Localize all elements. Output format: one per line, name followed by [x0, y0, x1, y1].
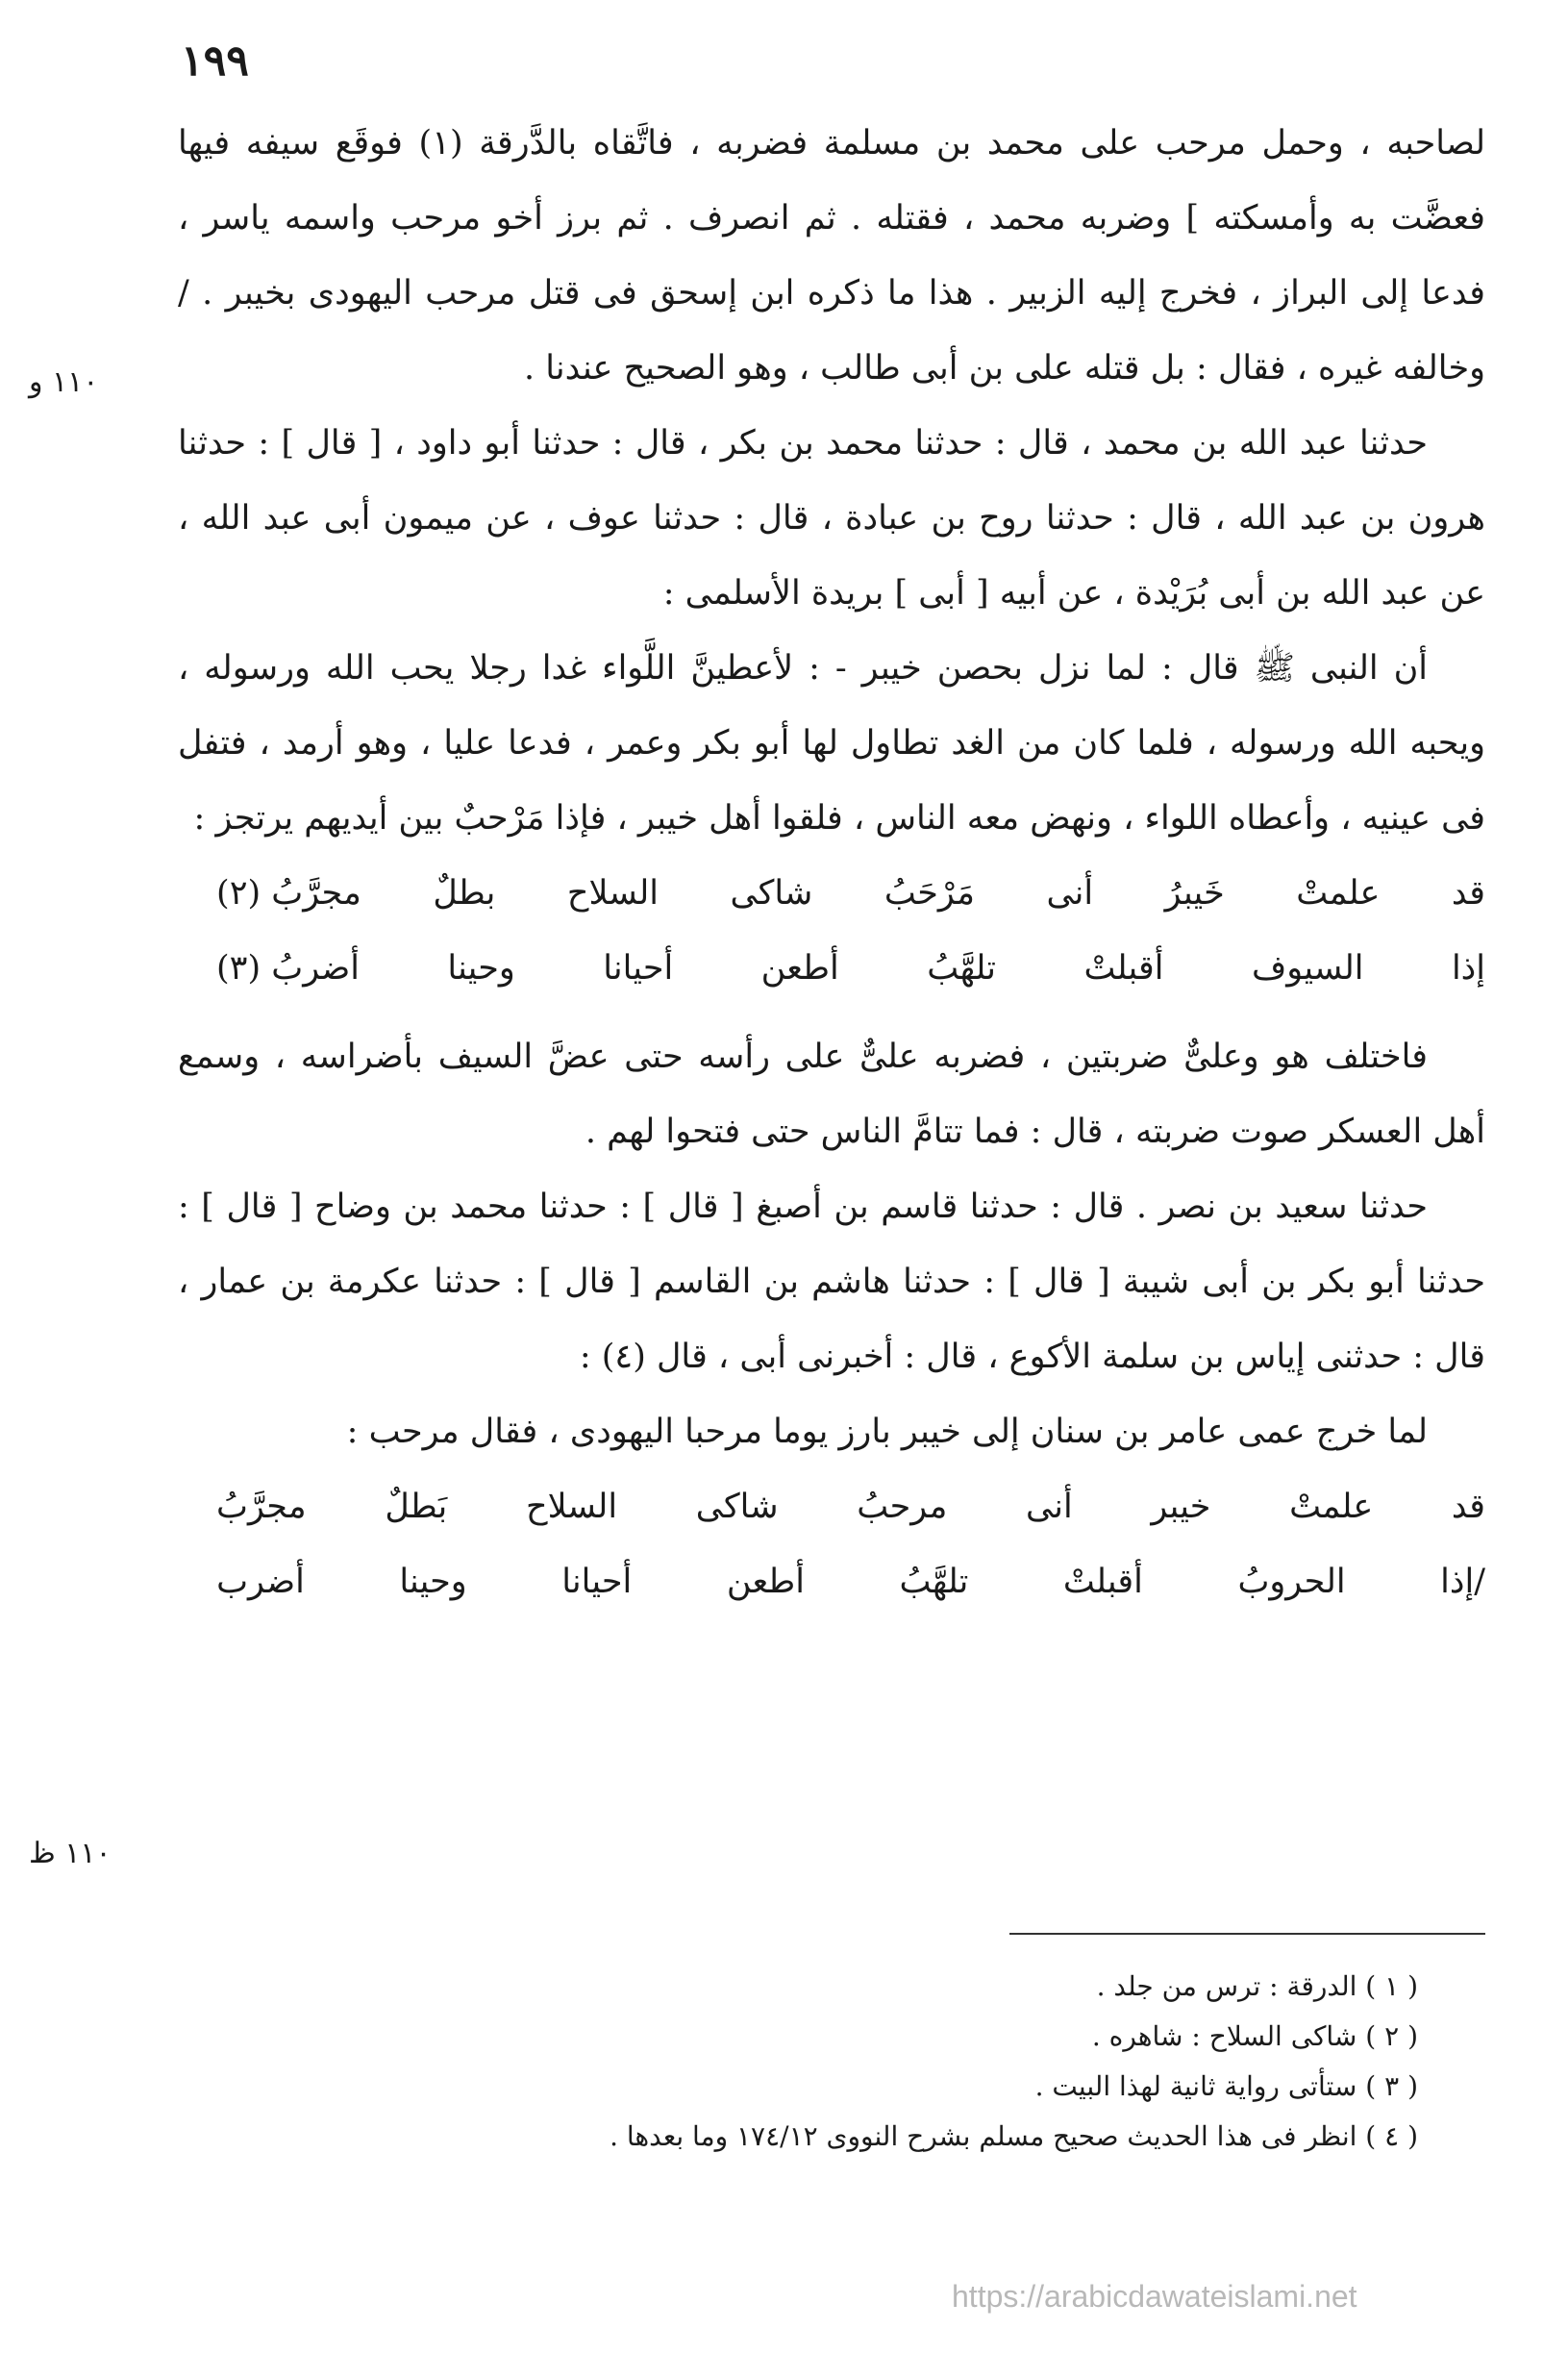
page-number: ١٩٩ [181, 37, 249, 86]
margin-folio-note: ١١٠ ظ [29, 1837, 112, 1870]
verse-word: خيبر [1151, 1488, 1211, 1526]
footnote: ( ٣ ) ستأتى رواية ثانية لهذا البيت . [1034, 2070, 1418, 2102]
verse-word: أطعن [726, 1563, 805, 1601]
verse-block [178, 856, 1485, 1006]
verse-word: السلاح [566, 874, 660, 913]
verse-word: تلهَّبُ [927, 949, 997, 988]
verse-word: بطلٌ [433, 874, 496, 913]
footnote: ( ٢ ) شاكى السلاح : شاهره . [1091, 2020, 1418, 2052]
verse-word: أقبلتْ [1062, 1563, 1143, 1601]
verse-word: أنى [1046, 874, 1094, 913]
verse-word: /إذا [1440, 1563, 1485, 1601]
verse-line [216, 856, 1485, 931]
verse-word: مَرْحَبُ [884, 874, 975, 913]
main-text-block-top [178, 106, 1485, 1619]
verse-word: أحيانا [603, 949, 674, 988]
verse-line [216, 1544, 1485, 1619]
verse-line [216, 931, 1485, 1006]
verse-word: أضربُ (٣) [216, 949, 360, 988]
verse-word: أنى [1026, 1488, 1073, 1526]
paragraph: حدثنا سعيد بن نصر . قال : حدثنا قاسم بن أصبغ [ قال ] : حدثنا محمد بن وضاح [ قال ] : حدثنا أبو بكر بن أبى شيبة [ قال ] : حدثنا هاشم بن القاسم [ قال ] : حدثنا عكرمة بن عمار ، قال : حدثنى إياس بن سلمة الأكوع ، قال : أخبرنى أبى ، قال (٤) : [178, 1188, 1485, 1376]
verse-word: مجرَّبُ (٢) [216, 874, 361, 913]
verse-word: وحينا [399, 1563, 467, 1601]
verse-word: شاكى [695, 1488, 779, 1526]
verse-word: وحينا [447, 949, 515, 988]
verse-word: علمتْ [1289, 1488, 1374, 1526]
verse-line [216, 1469, 1485, 1544]
verse-word: بَطلٌ [385, 1488, 448, 1526]
verse-word: الحروبُ [1237, 1563, 1346, 1601]
footnotes [178, 1962, 1418, 2162]
paragraph: لصاحبه ، وحمل مرحب على محمد بن مسلمة فضربه ، فاتَّقاه بالدَّرقة (١) فوقَع سيفه فيها فعضَّت به وأمسكته ] وضربه محمد ، فقتله . ثم انصرف . ثم برز أخو مرحب واسمه ياسر ، فدعا إلى البراز ، فخرج إليه الزبير . هذا ما ذكره ابن إسحق فى قتل مرحب اليهودى بخيبر . / وخالفه غيره ، فقال : بل قتله على بن أبى طالب ، وهو الصحيح عندنا . [178, 124, 1485, 388]
verse-word: أقبلتْ [1083, 949, 1164, 988]
verse-word: مجرَّبُ [216, 1488, 307, 1526]
verse-word: علمتْ [1296, 874, 1381, 913]
margin-folio-note: ١١٠ و [29, 365, 99, 399]
watermark-url: https://arabicdawateislami.net [952, 2279, 1357, 2314]
footnote: ( ١ ) الدرقة : ترس من جلد . [1096, 1970, 1418, 2002]
paragraph: لما خرج عمى عامر بن سنان إلى خيبر بارز يوما مرحبا اليهودى ، فقال مرحب : [346, 1413, 1428, 1451]
verse-word: مرحبُ [857, 1488, 948, 1526]
verse-word: إذا [1451, 949, 1485, 988]
verse-block [178, 1469, 1485, 1619]
verse-word: خَيبرُ [1164, 874, 1225, 913]
verse-word: أحيانا [561, 1563, 633, 1601]
footnote: ( ٤ ) انظر فى هذا الحديث صحيح مسلم بشرح النووى ١٧٤/١٢ وما بعدها . [610, 2120, 1418, 2152]
verse-word: أطعن [760, 949, 839, 988]
verse-word: تلهَّبُ [899, 1563, 969, 1601]
verse-word: قد [1451, 874, 1485, 913]
paragraph: حدثنا عبد الله بن محمد ، قال : حدثنا محمد بن بكر ، قال : حدثنا أبو داود ، [ قال ] : حدثنا هرون بن عبد الله ، قال : حدثنا روح بن عبادة ، قال : حدثنا عوف ، عن ميمون أبى عبد الله ، عن عبد الله بن أبى بُرَيْدة ، عن أبيه [ أبى ] بريدة الأسلمى : [178, 424, 1485, 613]
verse-word: السيوف [1251, 949, 1364, 988]
verse-word: قد [1451, 1488, 1485, 1526]
paragraph: فاختلف هو وعلىٌّ ضربتين ، فضربه علىٌّ على رأسه حتى عضَّ السيف بأضراسه ، وسمع أهل العسكر صوت ضربته ، قال : فما تتامَّ الناس حتى فتحوا لهم . [178, 1038, 1485, 1151]
verse-word: أضرب [216, 1563, 305, 1601]
verse-word: السلاح [525, 1488, 618, 1526]
footnote-divider [1009, 1933, 1485, 1935]
paragraph: أن النبى ﷺ قال : لما نزل بحصن خيبر - : لأعطينَّ اللَّواء غدا رجلا يحب الله ورسوله ، ويحبه الله ورسوله ، فلما كان من الغد تطاول لها أبو بكر وعمر ، فدعا عليا ، وهو أرمد ، فتفل فى عينيه ، وأعطاه اللواء ، ونهض معه الناس ، فلقوا أهل خيبر ، فإذا مَرْحبٌ بين أيديهم يرتجز : [178, 649, 1485, 838]
verse-word: شاكى [730, 874, 813, 913]
